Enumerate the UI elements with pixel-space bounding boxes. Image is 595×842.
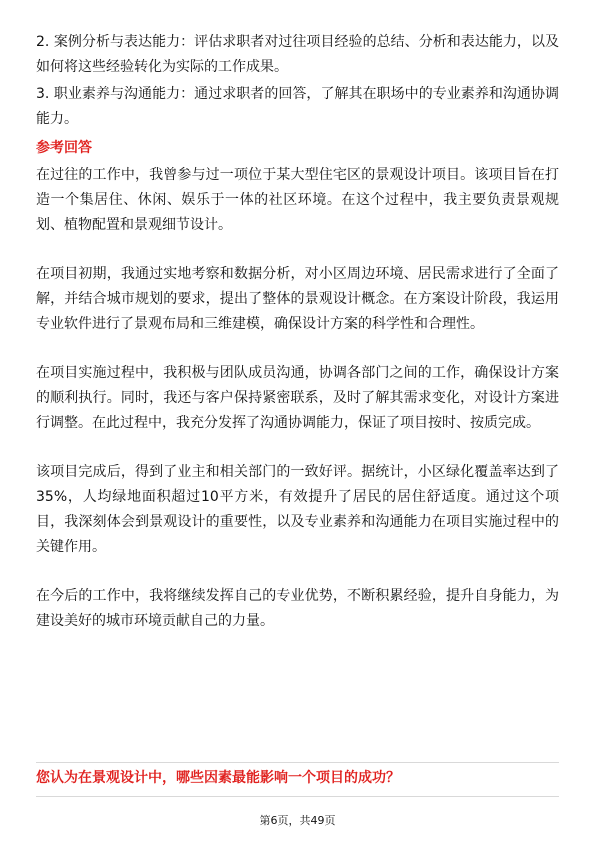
next-question: 您认为在景观设计中，哪些因素最能影响一个项目的成功？: [36, 770, 400, 786]
question-divider-bottom: [36, 796, 559, 797]
answer-paragraph-2: 在项目初期，我通过实地考察和数据分析，对小区周边环境、居民需求进行了全面了解，并结合城市规划的要求，提出了整体的景观设计概念。在方案设计阶段，我运用专业软件进行了景观布局和三维建模，确保设计方案的科学性和合理性。: [36, 266, 559, 332]
answer-paragraph-1: 在过往的工作中，我曾参与过一项位于某大型住宅区的景观设计项目。该项目旨在打造一个集居住、休闲、娱乐于一体的社区环境。在这个过程中，我主要负责景观规划、植物配置和景观细节设计。: [36, 167, 559, 233]
answer-heading: 参考回答: [36, 140, 92, 156]
page-content: [36, 30, 559, 634]
question-divider-top: [36, 762, 559, 763]
page-number: 第6页，共49页: [259, 814, 336, 827]
answer-paragraph-3: 在项目实施过程中，我积极与团队成员沟通，协调各部门之间的工作，确保设计方案的顺利执行。同时，我还与客户保持紧密联系，及时了解其需求变化，对设计方案进行调整。在此过程中，我充分发挥了沟通协调能力，保证了项目按时、按质完成。: [36, 365, 559, 431]
answer-paragraph-4: 该项目完成后，得到了业主和相关部门的一致好评。据统计，小区绿化覆盖率达到了35%，人均绿地面积超过10平方米，有效提升了居民的居住舒适度。通过这个项目，我深刻体会到景观设计的重要性，以及专业素养和沟通能力在项目实施过程中的关键作用。: [36, 464, 559, 555]
criteria-item-3: 3. 职业素养与沟通能力：通过求职者的回答，了解其在职场中的专业素养和沟通协调能力。: [36, 86, 559, 127]
answer-paragraph-5: 在今后的工作中，我将继续发挥自己的专业优势，不断积累经验，提升自身能力，为建设美好的城市环境贡献自己的力量。: [36, 588, 559, 629]
criteria-item-2: 2. 案例分析与表达能力：评估求职者对过往项目经验的总结、分析和表达能力，以及如何将这些经验转化为实际的工作成果。: [36, 34, 559, 75]
